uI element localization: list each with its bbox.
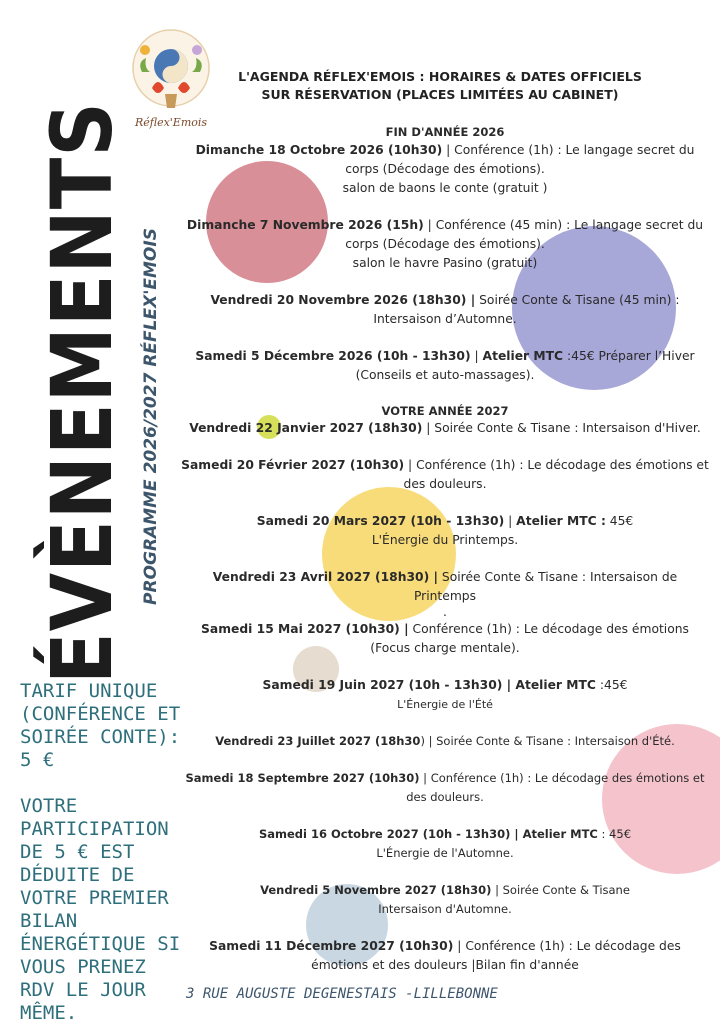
event-type: Atelier MTC : bbox=[516, 514, 606, 528]
event-item bbox=[178, 291, 712, 329]
event-sep: | bbox=[470, 349, 483, 363]
section-title-2027: VOTRE ANNÉE 2027 bbox=[381, 404, 509, 418]
event-item bbox=[178, 937, 712, 975]
vertical-subtitle: PROGRAMME 2026/2027 RÉFLEX'EMOIS bbox=[141, 228, 161, 605]
event-item bbox=[178, 881, 712, 919]
participation-note: VOTRE PARTICIPATION DE 5 € EST DÉDUITE DE VOTRE PREMIER BILAN ÉNERGÉTIQUE SI VOUS PRENEZ RDV LE JOUR MÊME. bbox=[20, 795, 181, 1024]
event-date: Samedi 18 Septembre 2027 (10h30) bbox=[185, 771, 420, 785]
event-sep: | bbox=[504, 514, 517, 528]
event-date: Vendredi 22 Janvier 2027 (18h30) bbox=[189, 421, 423, 435]
event-desc: L'Énergie de l'Été bbox=[397, 698, 493, 711]
event-date: Samedi 20 Mars 2027 (10h - 13h30) bbox=[256, 514, 505, 528]
tarif-note: TARIF UNIQUE (CONFÉRENCE ET SOIRÉE CONTE): 5 € bbox=[20, 680, 181, 771]
event-item bbox=[178, 141, 712, 198]
event-desc: Soirée Conte & Tisane (45 min) : bbox=[475, 293, 680, 307]
event-desc: salon le havre Pasino (gratuit) bbox=[352, 256, 538, 270]
event-desc: des douleurs. bbox=[406, 790, 484, 804]
event-desc: :45€ bbox=[595, 678, 628, 692]
event-desc: Conférence (1h) : Le décodage des émotions bbox=[408, 622, 689, 636]
event-desc: | Conférence (1h) : Le langage secret du bbox=[442, 143, 695, 157]
event-date: Vendredi 5 Novembre 2027 (18h30) bbox=[260, 883, 492, 897]
event-desc: émotions et des douleurs |Bilan fin d'année bbox=[311, 958, 579, 972]
event-separator: | bbox=[466, 293, 476, 307]
event-desc: salon de baons le conte (gratuit ) bbox=[342, 181, 548, 195]
event-desc: (Conseils et auto-massages). bbox=[355, 368, 535, 382]
event-desc: Printemps bbox=[413, 589, 477, 603]
event-desc: (Focus charge mentale). bbox=[370, 641, 520, 655]
event-desc: corps (Décodage des émotions). bbox=[345, 237, 545, 251]
event-item bbox=[178, 676, 712, 714]
event-desc: des douleurs. bbox=[403, 477, 487, 491]
vertical-title: ÉVÈNEMENTS bbox=[33, 101, 131, 684]
event-desc: | Conférence (1h) : Le décodage des bbox=[453, 939, 681, 953]
event-item bbox=[178, 568, 712, 618]
event-desc: L'Énergie de l'Automne. bbox=[376, 846, 514, 860]
logo-text: Réflex'Emois bbox=[134, 116, 208, 129]
events-list bbox=[178, 124, 712, 975]
event-desc: | Conférence (1h) : Le décodage des émotions et bbox=[404, 458, 709, 472]
event-item bbox=[178, 825, 712, 863]
page-header bbox=[220, 68, 660, 104]
event-date: Samedi 19 Juin 2027 (10h - 13h30) | Atelier MTC bbox=[262, 678, 596, 692]
event-date: Samedi 15 Mai 2027 (10h30) | bbox=[201, 622, 409, 636]
event-desc: | Conférence (45 min) : Le langage secret du bbox=[423, 218, 704, 232]
event-desc: : 45€ bbox=[597, 827, 632, 841]
event-date: Dimanche 7 Novembre 2026 (15h) bbox=[186, 218, 424, 232]
event-desc: corps (Décodage des émotions). bbox=[345, 162, 545, 176]
event-type: Atelier MTC bbox=[482, 349, 564, 363]
event-item bbox=[178, 419, 712, 438]
section-title-2026: FIN D'ANNÉE 2026 bbox=[385, 125, 505, 139]
event-desc: ) | Soirée Conte & Tisane : Intersaison d'Été. bbox=[420, 734, 675, 748]
event-date: Vendredi 23 Avril 2027 (18h30) | bbox=[212, 570, 438, 584]
event-desc: Intersaison d’Automne. bbox=[373, 312, 517, 326]
event-desc: | Soirée Conte & Tisane : Intersaison d'Hiver. bbox=[422, 421, 701, 435]
event-date: Dimanche 18 Octobre 2026 (10h30) bbox=[195, 143, 443, 157]
event-date: Vendredi 20 Novembre 2026 (18h30) bbox=[210, 293, 467, 307]
event-desc: Soirée Conte & Tisane : Intersaison de bbox=[438, 570, 678, 584]
event-item bbox=[178, 769, 712, 807]
event-date: Samedi 11 Décembre 2027 (10h30) bbox=[209, 939, 454, 953]
event-desc: 45€ bbox=[605, 514, 634, 528]
event-desc: | Conférence (1h) : Le décodage des émotions et bbox=[419, 771, 705, 785]
event-desc: Intersaison d'Automne. bbox=[378, 902, 512, 916]
event-date: Vendredi 23 Juillet 2027 (18h30 bbox=[215, 734, 421, 748]
event-item bbox=[178, 512, 712, 550]
event-desc: :45€ Préparer l’Hiver bbox=[563, 349, 695, 363]
event-item bbox=[178, 456, 712, 494]
event-item bbox=[178, 347, 712, 385]
event-date: Samedi 16 Octobre 2027 (10h - 13h30) | Atelier MTC bbox=[258, 827, 598, 841]
event-item bbox=[178, 620, 712, 658]
header-line-1: L'AGENDA RÉFLEX'EMOIS : HORAIRES & DATES OFFICIELS bbox=[238, 69, 642, 84]
event-item bbox=[178, 732, 712, 751]
event-date: Samedi 5 Décembre 2026 (10h - 13h30) bbox=[195, 349, 471, 363]
event-desc: | Soirée Conte & Tisane bbox=[491, 883, 630, 897]
event-desc: . bbox=[443, 605, 447, 619]
event-desc: L'Énergie du Printemps. bbox=[371, 533, 519, 547]
header-line-2: SUR RÉSERVATION (PLACES LIMITÉES AU CABINET) bbox=[261, 87, 619, 102]
address: 3 RUE AUGUSTE DEGENESTAIS -LILLEBONNE bbox=[186, 986, 498, 1002]
event-date: Samedi 20 Février 2027 (10h30) bbox=[181, 458, 405, 472]
event-item bbox=[178, 216, 712, 273]
